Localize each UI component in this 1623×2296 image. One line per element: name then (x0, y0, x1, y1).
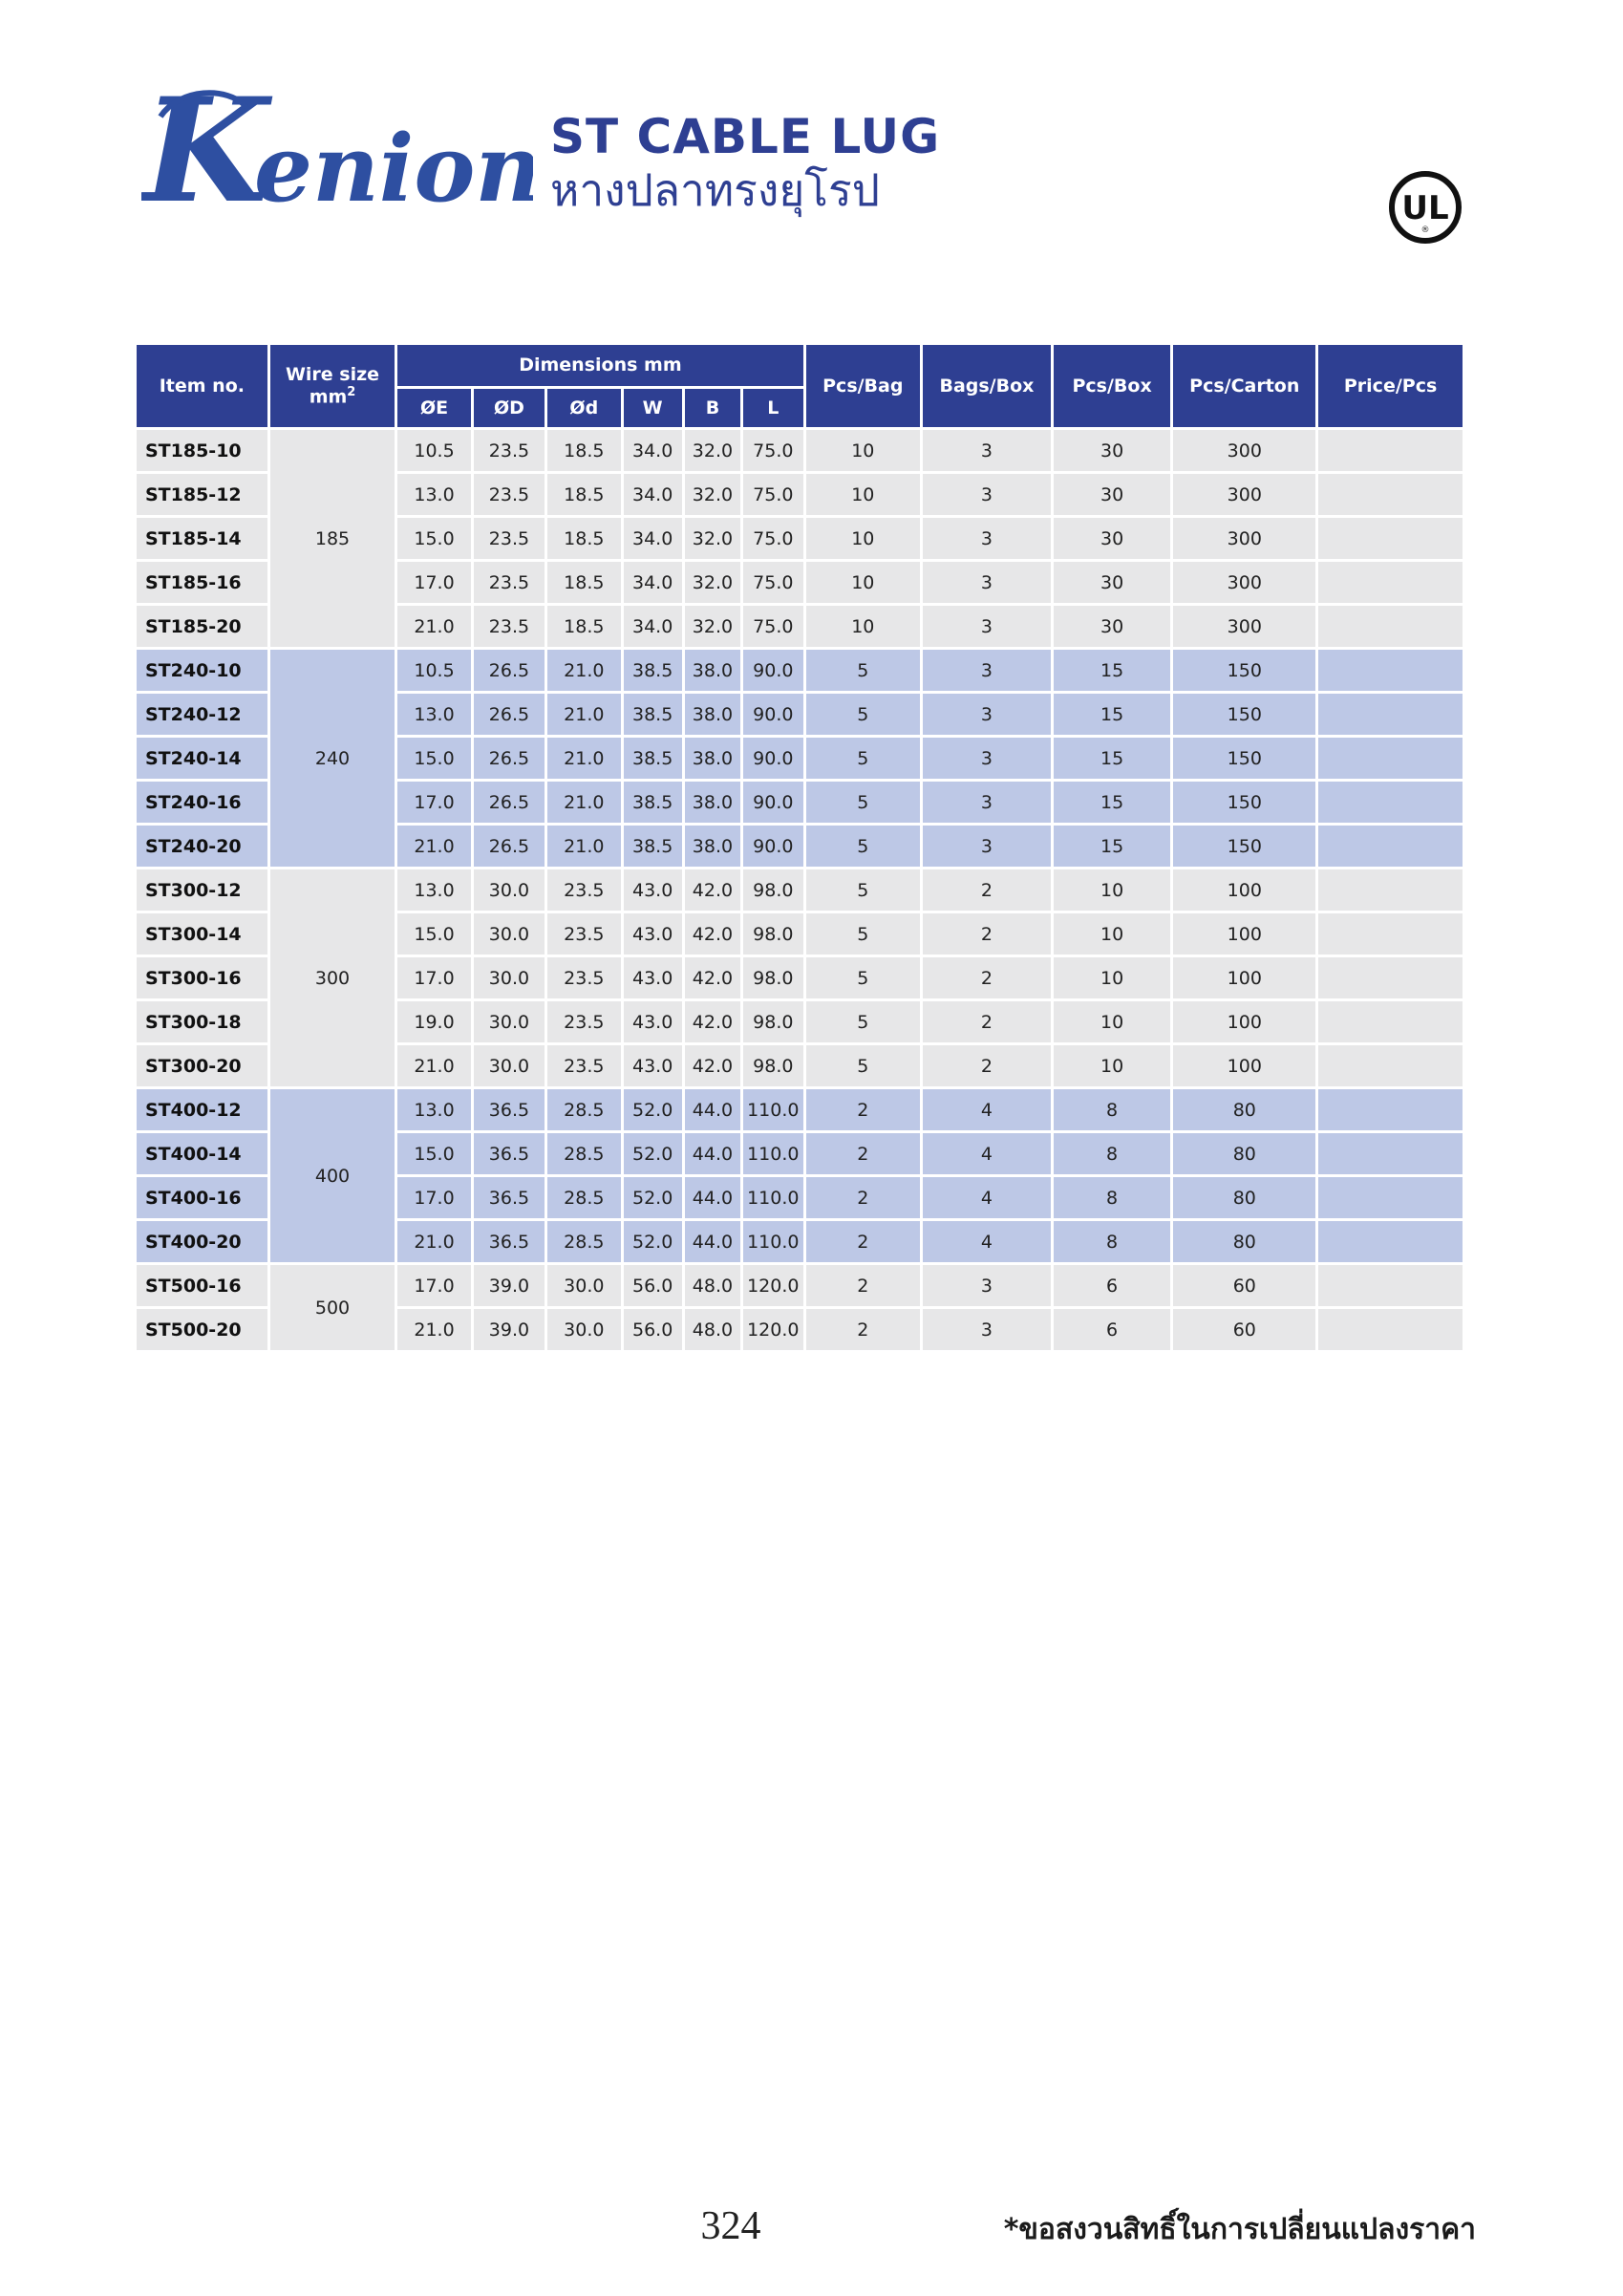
dim-w-cell: 43.0 (624, 913, 682, 955)
pcs-carton-cell: 150 (1173, 826, 1315, 867)
header-pcs-carton: Pcs/Carton (1173, 345, 1315, 427)
dim-w-cell: 43.0 (624, 957, 682, 998)
dim-w-cell: 52.0 (624, 1221, 682, 1262)
price-pcs-cell (1318, 738, 1463, 779)
price-pcs-cell (1318, 782, 1463, 823)
dim-w-cell: 38.5 (624, 782, 682, 823)
item-no-cell: ST240-10 (137, 650, 267, 691)
dim-d-inner-cell: 28.5 (547, 1089, 620, 1130)
pcs-carton-cell: 80 (1173, 1177, 1315, 1218)
pcs-carton-cell: 80 (1173, 1221, 1315, 1262)
bags-box-cell: 4 (923, 1133, 1051, 1174)
pcs-carton-cell: 150 (1173, 650, 1315, 691)
dim-w-cell: 34.0 (624, 562, 682, 603)
dim-e-cell: 13.0 (397, 694, 470, 735)
pcs-box-cell: 15 (1054, 694, 1171, 735)
dim-e-cell: 13.0 (397, 869, 470, 911)
pcs-carton-cell: 300 (1173, 430, 1315, 471)
dim-b-cell: 38.0 (685, 650, 740, 691)
item-no-cell: ST300-14 (137, 913, 267, 955)
dim-d-inner-cell: 18.5 (547, 562, 620, 603)
dim-d-outer-cell: 23.5 (474, 474, 545, 515)
dim-b-cell: 44.0 (685, 1221, 740, 1262)
pcs-bag-cell: 5 (806, 694, 921, 735)
price-pcs-cell (1318, 1265, 1463, 1306)
bags-box-cell: 3 (923, 650, 1051, 691)
dim-d-inner-cell: 23.5 (547, 913, 620, 955)
dim-l-cell: 90.0 (743, 694, 802, 735)
dim-e-cell: 13.0 (397, 1089, 470, 1130)
dim-b-cell: 38.0 (685, 694, 740, 735)
bags-box-cell: 3 (923, 562, 1051, 603)
dim-e-cell: 15.0 (397, 913, 470, 955)
bags-box-cell: 4 (923, 1221, 1051, 1262)
price-pcs-cell (1318, 650, 1463, 691)
pcs-box-cell: 8 (1054, 1089, 1171, 1130)
item-no-cell: ST500-20 (137, 1309, 267, 1350)
header-wire-size-unit-sup: 2 (347, 385, 356, 400)
dim-d-inner-cell: 18.5 (547, 606, 620, 647)
dim-b-cell: 32.0 (685, 562, 740, 603)
item-no-cell: ST300-16 (137, 957, 267, 998)
dim-b-cell: 32.0 (685, 606, 740, 647)
pcs-box-cell: 15 (1054, 826, 1171, 867)
price-pcs-cell (1318, 957, 1463, 998)
dim-e-cell: 17.0 (397, 957, 470, 998)
table-row (137, 430, 1463, 471)
pcs-bag-cell: 5 (806, 913, 921, 955)
header-wire-size (270, 345, 395, 427)
bags-box-cell: 3 (923, 782, 1051, 823)
item-no-cell: ST400-14 (137, 1133, 267, 1174)
pcs-box-cell: 10 (1054, 1001, 1171, 1042)
item-no-cell: ST185-16 (137, 562, 267, 603)
dim-l-cell: 98.0 (743, 913, 802, 955)
dim-b-cell: 32.0 (685, 474, 740, 515)
dim-l-cell: 98.0 (743, 1045, 802, 1086)
dim-w-cell: 56.0 (624, 1265, 682, 1306)
dim-l-cell: 90.0 (743, 650, 802, 691)
ul-certification-icon (1387, 169, 1463, 246)
bags-box-cell: 2 (923, 869, 1051, 911)
pcs-carton-cell: 300 (1173, 474, 1315, 515)
price-pcs-cell (1318, 826, 1463, 867)
dim-d-outer-cell: 30.0 (474, 913, 545, 955)
pcs-carton-cell: 100 (1173, 869, 1315, 911)
dim-w-cell: 43.0 (624, 869, 682, 911)
pcs-bag-cell: 2 (806, 1309, 921, 1350)
dim-b-cell: 48.0 (685, 1309, 740, 1350)
price-pcs-cell (1318, 913, 1463, 955)
dim-d-inner-cell: 28.5 (547, 1133, 620, 1174)
price-pcs-cell (1318, 1089, 1463, 1130)
dim-d-outer-cell: 26.5 (474, 826, 545, 867)
pcs-box-cell: 10 (1054, 957, 1171, 998)
dim-b-cell: 32.0 (685, 518, 740, 559)
product-title-th: หางปลาทรงยุโรป (550, 164, 880, 216)
price-pcs-cell (1318, 869, 1463, 911)
dim-d-outer-cell: 30.0 (474, 869, 545, 911)
price-pcs-cell (1318, 1001, 1463, 1042)
pcs-box-cell: 10 (1054, 913, 1171, 955)
header-wire-size-unit: mm (309, 386, 348, 408)
price-pcs-cell (1318, 1177, 1463, 1218)
dim-e-cell: 21.0 (397, 1045, 470, 1086)
dim-d-outer-cell: 39.0 (474, 1309, 545, 1350)
pcs-carton-cell: 100 (1173, 1001, 1315, 1042)
dim-d-inner-cell: 23.5 (547, 869, 620, 911)
dim-w-cell: 38.5 (624, 694, 682, 735)
pcs-box-cell: 30 (1054, 606, 1171, 647)
pcs-bag-cell: 2 (806, 1133, 921, 1174)
bags-box-cell: 3 (923, 1265, 1051, 1306)
price-pcs-cell (1318, 562, 1463, 603)
dim-b-cell: 42.0 (685, 913, 740, 955)
table-row (137, 1089, 1463, 1130)
dim-e-cell: 17.0 (397, 782, 470, 823)
wire-size-cell: 400 (270, 1089, 395, 1262)
pcs-bag-cell: 5 (806, 1001, 921, 1042)
pcs-box-cell: 6 (1054, 1309, 1171, 1350)
pcs-bag-cell: 10 (806, 518, 921, 559)
dim-l-cell: 75.0 (743, 606, 802, 647)
dim-w-cell: 43.0 (624, 1045, 682, 1086)
pcs-bag-cell: 10 (806, 474, 921, 515)
dim-d-outer-cell: 26.5 (474, 694, 545, 735)
dim-d-outer-cell: 36.5 (474, 1133, 545, 1174)
pcs-box-cell: 10 (1054, 869, 1171, 911)
bags-box-cell: 4 (923, 1177, 1051, 1218)
bags-box-cell: 3 (923, 1309, 1051, 1350)
pcs-bag-cell: 2 (806, 1265, 921, 1306)
item-no-cell: ST500-16 (137, 1265, 267, 1306)
wire-size-cell: 240 (270, 650, 395, 867)
item-no-cell: ST185-20 (137, 606, 267, 647)
pcs-bag-cell: 5 (806, 957, 921, 998)
dim-d-inner-cell: 18.5 (547, 518, 620, 559)
dim-d-outer-cell: 26.5 (474, 782, 545, 823)
bags-box-cell: 2 (923, 913, 1051, 955)
dim-b-cell: 42.0 (685, 957, 740, 998)
pcs-box-cell: 30 (1054, 562, 1171, 603)
price-pcs-cell (1318, 430, 1463, 471)
pcs-box-cell: 30 (1054, 518, 1171, 559)
dim-w-cell: 52.0 (624, 1177, 682, 1218)
dim-l-cell: 110.0 (743, 1221, 802, 1262)
pcs-box-cell: 15 (1054, 650, 1171, 691)
pcs-box-cell: 30 (1054, 430, 1171, 471)
dim-d-outer-cell: 36.5 (474, 1221, 545, 1262)
dim-w-cell: 38.5 (624, 650, 682, 691)
item-no-cell: ST400-12 (137, 1089, 267, 1130)
item-no-cell: ST240-12 (137, 694, 267, 735)
item-no-cell: ST240-16 (137, 782, 267, 823)
dim-w-cell: 38.5 (624, 738, 682, 779)
dim-l-cell: 75.0 (743, 562, 802, 603)
item-no-cell: ST300-20 (137, 1045, 267, 1086)
dim-w-cell: 43.0 (624, 1001, 682, 1042)
spec-table (134, 342, 1465, 1353)
dim-b-cell: 48.0 (685, 1265, 740, 1306)
pcs-bag-cell: 5 (806, 738, 921, 779)
dim-e-cell: 15.0 (397, 1133, 470, 1174)
dim-d-outer-cell: 36.5 (474, 1177, 545, 1218)
table-row (137, 869, 1463, 911)
pcs-bag-cell: 5 (806, 869, 921, 911)
header-pcs-bag: Pcs/Bag (806, 345, 921, 427)
dim-l-cell: 120.0 (743, 1309, 802, 1350)
dim-d-inner-cell: 21.0 (547, 826, 620, 867)
bags-box-cell: 3 (923, 518, 1051, 559)
page-number: 324 (700, 2204, 761, 2248)
dim-l-cell: 110.0 (743, 1177, 802, 1218)
dim-d-inner-cell: 28.5 (547, 1177, 620, 1218)
title-block (550, 109, 941, 216)
price-pcs-cell (1318, 1133, 1463, 1174)
pcs-box-cell: 6 (1054, 1265, 1171, 1306)
dim-w-cell: 52.0 (624, 1089, 682, 1130)
dim-d-outer-cell: 30.0 (474, 1001, 545, 1042)
bags-box-cell: 3 (923, 474, 1051, 515)
dim-l-cell: 120.0 (743, 1265, 802, 1306)
dim-l-cell: 98.0 (743, 957, 802, 998)
price-pcs-cell (1318, 1045, 1463, 1086)
pcs-bag-cell: 2 (806, 1221, 921, 1262)
item-no-cell: ST300-18 (137, 1001, 267, 1042)
bags-box-cell: 3 (923, 430, 1051, 471)
bags-box-cell: 2 (923, 957, 1051, 998)
dim-e-cell: 17.0 (397, 1177, 470, 1218)
header-price-pcs: Price/Pcs (1318, 345, 1463, 427)
pcs-bag-cell: 2 (806, 1089, 921, 1130)
dim-b-cell: 44.0 (685, 1177, 740, 1218)
pcs-box-cell: 10 (1054, 1045, 1171, 1086)
pcs-carton-cell: 300 (1173, 562, 1315, 603)
header-dim-b: B (685, 389, 740, 427)
pcs-carton-cell: 80 (1173, 1089, 1315, 1130)
dim-b-cell: 44.0 (685, 1133, 740, 1174)
item-no-cell: ST400-20 (137, 1221, 267, 1262)
item-no-cell: ST240-14 (137, 738, 267, 779)
dim-w-cell: 34.0 (624, 474, 682, 515)
dim-l-cell: 75.0 (743, 518, 802, 559)
header-dim-l: L (743, 389, 802, 427)
header-pcs-box: Pcs/Box (1054, 345, 1171, 427)
header-dim-w: W (624, 389, 682, 427)
dim-b-cell: 32.0 (685, 430, 740, 471)
svg-text:enion: enion (254, 115, 533, 223)
dim-e-cell: 21.0 (397, 1221, 470, 1262)
pcs-box-cell: 30 (1054, 474, 1171, 515)
pcs-box-cell: 8 (1054, 1221, 1171, 1262)
dim-w-cell: 34.0 (624, 606, 682, 647)
pcs-carton-cell: 80 (1173, 1133, 1315, 1174)
wire-size-cell: 500 (270, 1265, 395, 1350)
pcs-carton-cell: 100 (1173, 957, 1315, 998)
pcs-box-cell: 8 (1054, 1177, 1171, 1218)
svg-text:®: ® (1420, 225, 1430, 235)
dim-b-cell: 38.0 (685, 738, 740, 779)
wire-size-cell: 185 (270, 430, 395, 647)
dim-d-outer-cell: 26.5 (474, 650, 545, 691)
header-dim-d-inner: Ød (547, 389, 620, 427)
dim-d-outer-cell: 23.5 (474, 430, 545, 471)
kenion-logo-art (141, 78, 533, 231)
pcs-bag-cell: 10 (806, 430, 921, 471)
dim-e-cell: 10.5 (397, 430, 470, 471)
header-item-no: Item no. (137, 345, 267, 427)
svg-text:K: K (143, 78, 268, 231)
svg-text:UL: UL (1401, 189, 1449, 227)
pcs-carton-cell: 60 (1173, 1309, 1315, 1350)
header-wire-size-label: Wire size (285, 363, 380, 385)
dim-e-cell: 17.0 (397, 562, 470, 603)
dim-l-cell: 110.0 (743, 1089, 802, 1130)
bags-box-cell: 4 (923, 1089, 1051, 1130)
dim-d-outer-cell: 26.5 (474, 738, 545, 779)
item-no-cell: ST240-20 (137, 826, 267, 867)
pcs-bag-cell: 5 (806, 782, 921, 823)
table-row (137, 1265, 1463, 1306)
dim-d-inner-cell: 23.5 (547, 957, 620, 998)
price-change-note: *ขอสงวนสิทธิ์ในการเปลี่ยนแปลงราคา (1003, 2213, 1476, 2246)
dim-e-cell: 21.0 (397, 826, 470, 867)
dim-l-cell: 75.0 (743, 474, 802, 515)
pcs-carton-cell: 150 (1173, 782, 1315, 823)
price-pcs-cell (1318, 1221, 1463, 1262)
dim-d-outer-cell: 23.5 (474, 562, 545, 603)
wire-size-cell: 300 (270, 869, 395, 1086)
pcs-bag-cell: 10 (806, 606, 921, 647)
dim-d-inner-cell: 18.5 (547, 430, 620, 471)
dim-d-outer-cell: 23.5 (474, 518, 545, 559)
pcs-carton-cell: 60 (1173, 1265, 1315, 1306)
dim-d-outer-cell: 39.0 (474, 1265, 545, 1306)
kenion-logo (141, 78, 533, 231)
pcs-carton-cell: 150 (1173, 738, 1315, 779)
dim-l-cell: 98.0 (743, 869, 802, 911)
price-pcs-cell (1318, 474, 1463, 515)
dim-l-cell: 98.0 (743, 1001, 802, 1042)
dim-l-cell: 75.0 (743, 430, 802, 471)
item-no-cell: ST300-12 (137, 869, 267, 911)
dim-w-cell: 34.0 (624, 518, 682, 559)
bags-box-cell: 2 (923, 1001, 1051, 1042)
dim-e-cell: 13.0 (397, 474, 470, 515)
dim-d-outer-cell: 30.0 (474, 1045, 545, 1086)
header-bags-box: Bags/Box (923, 345, 1051, 427)
bags-box-cell: 2 (923, 1045, 1051, 1086)
dim-w-cell: 38.5 (624, 826, 682, 867)
dim-d-inner-cell: 28.5 (547, 1221, 620, 1262)
dim-l-cell: 90.0 (743, 826, 802, 867)
dim-l-cell: 90.0 (743, 782, 802, 823)
dim-e-cell: 21.0 (397, 1309, 470, 1350)
dim-e-cell: 21.0 (397, 606, 470, 647)
pcs-carton-cell: 100 (1173, 913, 1315, 955)
pcs-box-cell: 8 (1054, 1133, 1171, 1174)
price-pcs-cell (1318, 518, 1463, 559)
dim-e-cell: 15.0 (397, 518, 470, 559)
dim-b-cell: 38.0 (685, 826, 740, 867)
dim-d-outer-cell: 23.5 (474, 606, 545, 647)
bags-box-cell: 3 (923, 606, 1051, 647)
pcs-box-cell: 15 (1054, 738, 1171, 779)
dim-e-cell: 15.0 (397, 738, 470, 779)
bags-box-cell: 3 (923, 694, 1051, 735)
price-pcs-cell (1318, 1309, 1463, 1350)
dim-d-inner-cell: 30.0 (547, 1309, 620, 1350)
pcs-carton-cell: 150 (1173, 694, 1315, 735)
pcs-bag-cell: 10 (806, 562, 921, 603)
header-dim-d-outer: ØD (474, 389, 545, 427)
price-pcs-cell (1318, 694, 1463, 735)
pcs-bag-cell: 5 (806, 650, 921, 691)
item-no-cell: ST185-12 (137, 474, 267, 515)
dim-b-cell: 42.0 (685, 1045, 740, 1086)
item-no-cell: ST400-16 (137, 1177, 267, 1218)
dim-d-outer-cell: 36.5 (474, 1089, 545, 1130)
dim-e-cell: 10.5 (397, 650, 470, 691)
dim-d-inner-cell: 23.5 (547, 1001, 620, 1042)
pcs-carton-cell: 300 (1173, 606, 1315, 647)
item-no-cell: ST185-14 (137, 518, 267, 559)
dim-e-cell: 19.0 (397, 1001, 470, 1042)
spec-table-body (137, 430, 1463, 1350)
dim-b-cell: 38.0 (685, 782, 740, 823)
header-dim-e: ØE (397, 389, 470, 427)
pcs-carton-cell: 300 (1173, 518, 1315, 559)
pcs-bag-cell: 2 (806, 1177, 921, 1218)
dim-d-inner-cell: 21.0 (547, 782, 620, 823)
dim-w-cell: 52.0 (624, 1133, 682, 1174)
pcs-bag-cell: 5 (806, 1045, 921, 1086)
dim-d-inner-cell: 23.5 (547, 1045, 620, 1086)
bags-box-cell: 3 (923, 738, 1051, 779)
table-row (137, 650, 1463, 691)
dim-l-cell: 110.0 (743, 1133, 802, 1174)
dim-d-inner-cell: 18.5 (547, 474, 620, 515)
dim-d-inner-cell: 21.0 (547, 650, 620, 691)
dim-w-cell: 34.0 (624, 430, 682, 471)
dim-d-outer-cell: 30.0 (474, 957, 545, 998)
pcs-box-cell: 15 (1054, 782, 1171, 823)
dim-b-cell: 42.0 (685, 1001, 740, 1042)
dim-b-cell: 44.0 (685, 1089, 740, 1130)
dim-l-cell: 90.0 (743, 738, 802, 779)
dim-b-cell: 42.0 (685, 869, 740, 911)
dim-e-cell: 17.0 (397, 1265, 470, 1306)
header-dimensions: Dimensions mm (397, 345, 802, 386)
dim-d-inner-cell: 30.0 (547, 1265, 620, 1306)
dim-d-inner-cell: 21.0 (547, 694, 620, 735)
price-pcs-cell (1318, 606, 1463, 647)
dim-w-cell: 56.0 (624, 1309, 682, 1350)
pcs-bag-cell: 5 (806, 826, 921, 867)
bags-box-cell: 3 (923, 826, 1051, 867)
dim-d-inner-cell: 21.0 (547, 738, 620, 779)
item-no-cell: ST185-10 (137, 430, 267, 471)
pcs-carton-cell: 100 (1173, 1045, 1315, 1086)
product-title-en: ST CABLE LUG (550, 109, 941, 164)
